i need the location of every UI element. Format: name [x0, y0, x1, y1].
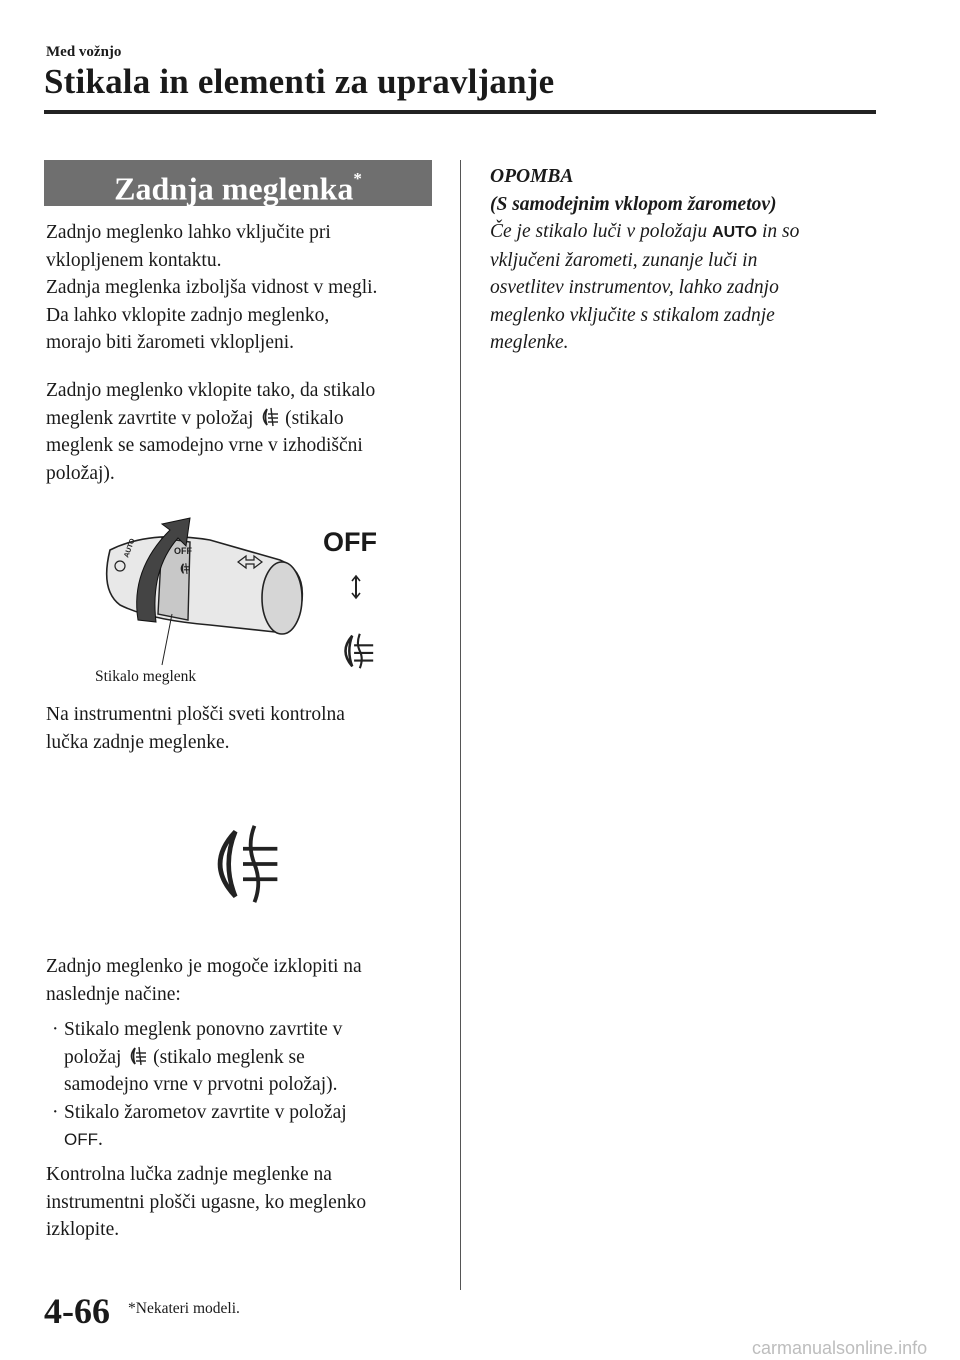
text-line: meglenke. [490, 332, 569, 353]
text-line: Na instrumentni plošči sveti kontrolna [46, 704, 345, 725]
rear-fog-indicator-icon [200, 822, 286, 906]
switch-auto-mark: AUTO [123, 537, 137, 559]
chapter-title: Stikala in elementi za upravljanje [44, 62, 555, 101]
up-down-arrow-icon [349, 574, 363, 600]
text-line: naslednje načine: [46, 983, 181, 1005]
header-rule [44, 110, 876, 114]
page-number: 4-66 [44, 1291, 110, 1331]
text-line: meglenk zavrtite v položaj (stikalo [46, 407, 344, 429]
list-item: · Stikalo žarometov zavrtite v položaj [64, 1099, 464, 1127]
bullet-list [52, 1016, 464, 1154]
figure-caption: Stikalo meglenk [95, 668, 197, 685]
text-line: meglenk se samodejno vrne v izhodiščni [46, 435, 363, 456]
text-line: lučka zadnje meglenke. [46, 731, 230, 753]
bullet-mark: · [52, 1101, 59, 1123]
text-line: Kontrolna lučka zadnje meglenke na [46, 1164, 332, 1185]
text-line: meglenko vključite s stikalom zadnje [490, 304, 775, 326]
rear-fog-lamp-icon [334, 630, 378, 672]
text-line: OFF. [64, 1129, 103, 1150]
note-subtitle: (S samodejnim vklopom žarometov) [490, 193, 777, 215]
indicator-off-paragraph [46, 1161, 446, 1244]
text-line: vklopljenem kontaktu. [46, 249, 222, 271]
heading-asterisk: * [353, 169, 362, 188]
rear-fog-lamp-icon [258, 406, 280, 428]
activation-paragraph [46, 377, 446, 487]
text-line: Zadnjo meglenko vklopite tako, da stikalo [46, 380, 376, 401]
switch-off-paragraph [46, 953, 446, 1008]
text-line: Da lahko vklopite zadnjo meglenko, [46, 304, 330, 326]
rear-fog-lamp-icon [126, 1045, 148, 1067]
bullet-mark: · [52, 1019, 59, 1040]
column-divider [460, 160, 461, 1290]
indicator-paragraph [46, 701, 446, 756]
intro-paragraph [46, 219, 446, 357]
text-line: položaj). [46, 462, 115, 484]
text-line: osvetlitev instrumentov, lahko zadnjo [490, 277, 779, 298]
text-line: samodejno vrne v prvotni položaj). [64, 1074, 338, 1095]
auto-mark: AUTO [712, 224, 758, 241]
switch-off-mark: OFF [174, 546, 192, 556]
text-line: Če je stikalo luči v položaju AUTO in so [490, 221, 800, 242]
heading-title: Zadnja meglenka [114, 170, 354, 207]
text-line: Zadnjo meglenko je mogoče izklopiti na [46, 956, 362, 977]
note-title: OPOMBA [490, 166, 574, 187]
off-position-label: OFF [323, 527, 377, 557]
watermark: carmanualsonline.info [752, 1338, 928, 1358]
footnote: *Nekateri modeli. [128, 1300, 240, 1317]
list-item: · Stikalo meglenk ponovno zavrtite v [64, 1016, 464, 1044]
text-line: Zadnjo meglenko lahko vključite pri [46, 222, 331, 243]
text-line: položaj (stikalo meglenk se [64, 1046, 305, 1068]
text-line: Zadnja meglenka izboljša vidnost v megli. [46, 277, 378, 298]
off-mark: OFF [64, 1130, 98, 1149]
text-line: instrumentni plošči ugasne, ko meglenko [46, 1191, 367, 1213]
note-block [490, 163, 870, 357]
text-line: morajo biti žarometi vklopljeni. [46, 332, 295, 353]
section-heading [44, 160, 432, 206]
text-line: izklopite. [46, 1219, 120, 1240]
fog-switch-illustration [90, 510, 320, 670]
text-line: vključeni žarometi, zunanje luči in [490, 249, 758, 271]
section-title: Med vožnjo [46, 44, 122, 60]
